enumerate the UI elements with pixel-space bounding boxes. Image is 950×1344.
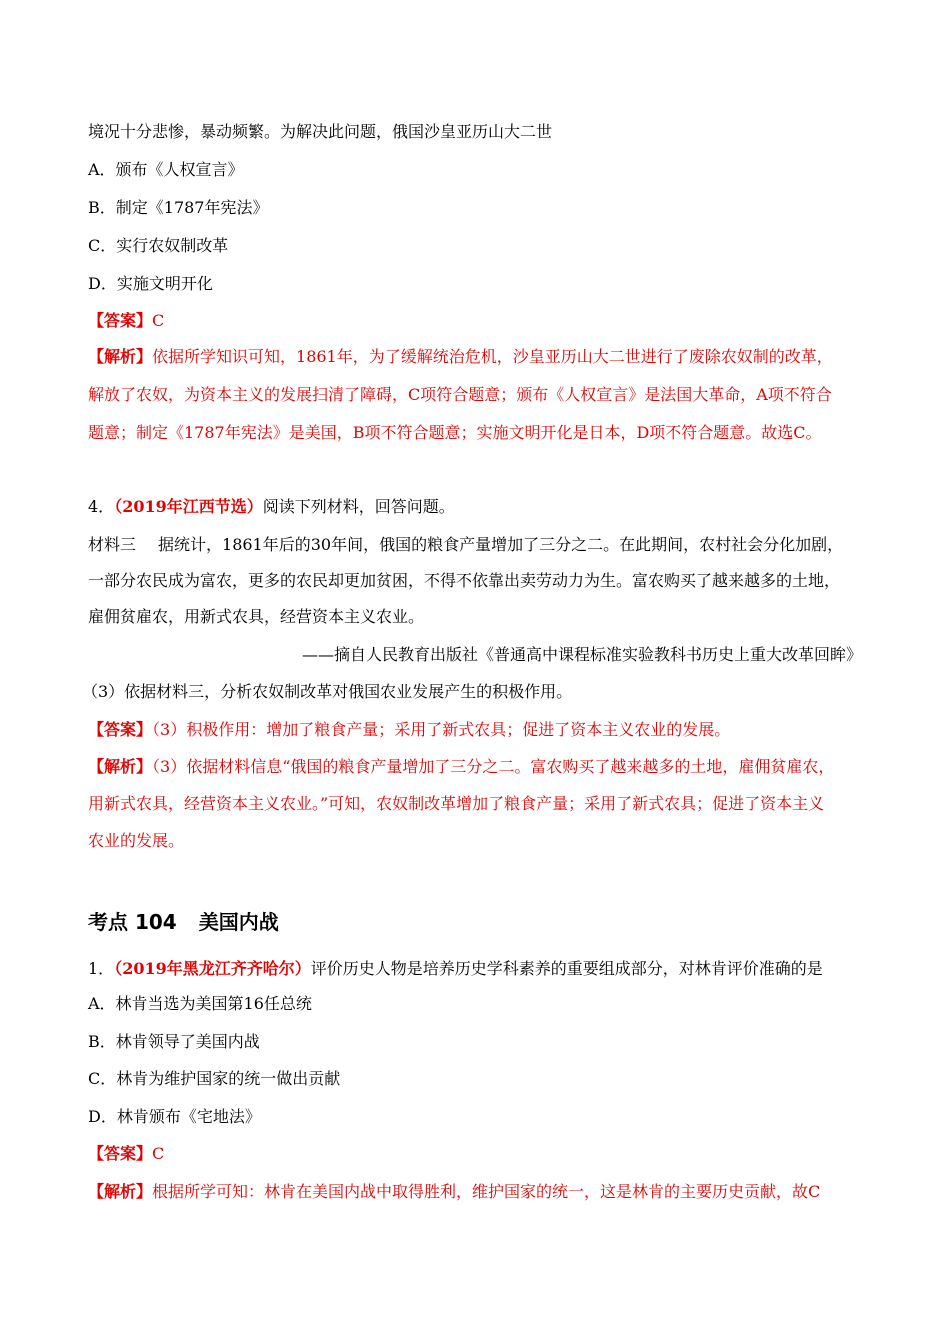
option-b: B．林肯领导了美国内战 — [88, 1032, 260, 1051]
analysis-line: 农业的发展。 — [88, 831, 185, 850]
question-header — [88, 496, 866, 518]
section-label: 考点 104 — [88, 910, 177, 934]
analysis-text: 根据所学可知：林肯在美国内战中取得胜利，维护国家的统一，这是林肯的主要历史贡献，故C — [152, 1182, 821, 1201]
analysis-label: 【解析】 — [88, 757, 153, 776]
analysis-label: 【解析】 — [88, 347, 153, 366]
answer-label: 【答案】 — [88, 311, 153, 330]
section-title: 美国内战 — [198, 910, 279, 934]
sub-question: （3）依据材料三，分析农奴制改革对俄国农业发展产生的积极作用。 — [82, 682, 573, 701]
material-line: 雇佣贫雇农，用新式农具，经营资本主义农业。 — [88, 607, 425, 626]
analysis-line: 题意；制定《1787年宪法》是美国，B项不符合题意；实施文明开化是日本，D项不符合题意。故选C。 — [88, 423, 822, 442]
answer-value: C — [152, 311, 165, 330]
question-header — [88, 958, 866, 980]
option-d: D．实施文明开化 — [88, 274, 213, 293]
analysis-line — [88, 346, 866, 368]
material-label: 材料三 — [88, 535, 137, 554]
answer-label: 【答案】 — [88, 1144, 153, 1163]
section-heading — [88, 909, 279, 935]
question-prompt: 阅读下列材料，回答问题。 — [262, 497, 455, 516]
question-source: （2019年黑龙江齐齐哈尔） — [114, 959, 311, 978]
analysis-text: （3）依据材料信息“俄国的粮食产量增加了三分之二。富农购买了越来越多的土地，雇佣贫雇农， — [152, 757, 835, 776]
answer — [88, 1143, 866, 1165]
option-a: A．颁布《人权宣言》 — [88, 160, 244, 179]
analysis-line — [88, 756, 866, 778]
analysis-line: 用新式农具，经营资本主义农业。”可知，农奴制改革增加了粮食产量；采用了新式农具；促进了资本主义 — [88, 794, 825, 813]
option-d: D．林肯颁布《宅地法》 — [88, 1107, 261, 1126]
analysis-line: 解放了农奴，为资本主义的发展扫清了障碍，C项符合题意；颁布《人权宣言》是法国大革命，A项不符合 — [88, 385, 832, 404]
material-line — [88, 534, 866, 556]
answer-text: （3）积极作用：增加了粮食产量；采用了新式农具；促进了资本主义农业的发展。 — [152, 720, 731, 739]
material-line: 一部分农民成为富农，更多的农民却更加贫困，不得不依靠出卖劳动力为生。富农购买了越来越多的土地， — [88, 571, 841, 590]
analysis-text: 依据所学知识可知，1861年，为了缓解统治危机，沙皇亚历山大二世进行了废除农奴制的改革， — [152, 347, 833, 366]
option-a: A．林肯当选为美国第16任总统 — [88, 994, 312, 1013]
question-stem: 境况十分悲惨，暴动频繁。为解决此问题，俄国沙皇亚历山大二世 — [88, 122, 553, 141]
material-text: 据统计，1861年后的30年间，俄国的粮食产量增加了三分之二。在此期间，农村社会分化加剧， — [158, 535, 844, 554]
material-citation: ——摘自人民教育出版社《普通高中课程标准实验教科书历史上重大改革回眸》 — [301, 645, 862, 664]
question-source: （2019年江西节选） — [114, 497, 263, 516]
answer — [88, 719, 866, 741]
option-c: C．实行农奴制改革 — [88, 236, 229, 255]
answer-value: C — [152, 1144, 165, 1163]
option-c: C．林肯为维护国家的统一做出贡献 — [88, 1069, 341, 1088]
answer — [88, 310, 866, 332]
question-number: 1． — [88, 959, 115, 978]
analysis-label: 【解析】 — [88, 1182, 153, 1201]
analysis-line — [88, 1181, 866, 1203]
answer-label: 【答案】 — [88, 720, 153, 739]
question-number: 4． — [88, 497, 115, 516]
question-stem: 评价历史人物是培养历史学科素养的重要组成部分，对林肯评价准确的是 — [310, 959, 823, 978]
option-b: B．制定《1787年宪法》 — [88, 198, 269, 217]
